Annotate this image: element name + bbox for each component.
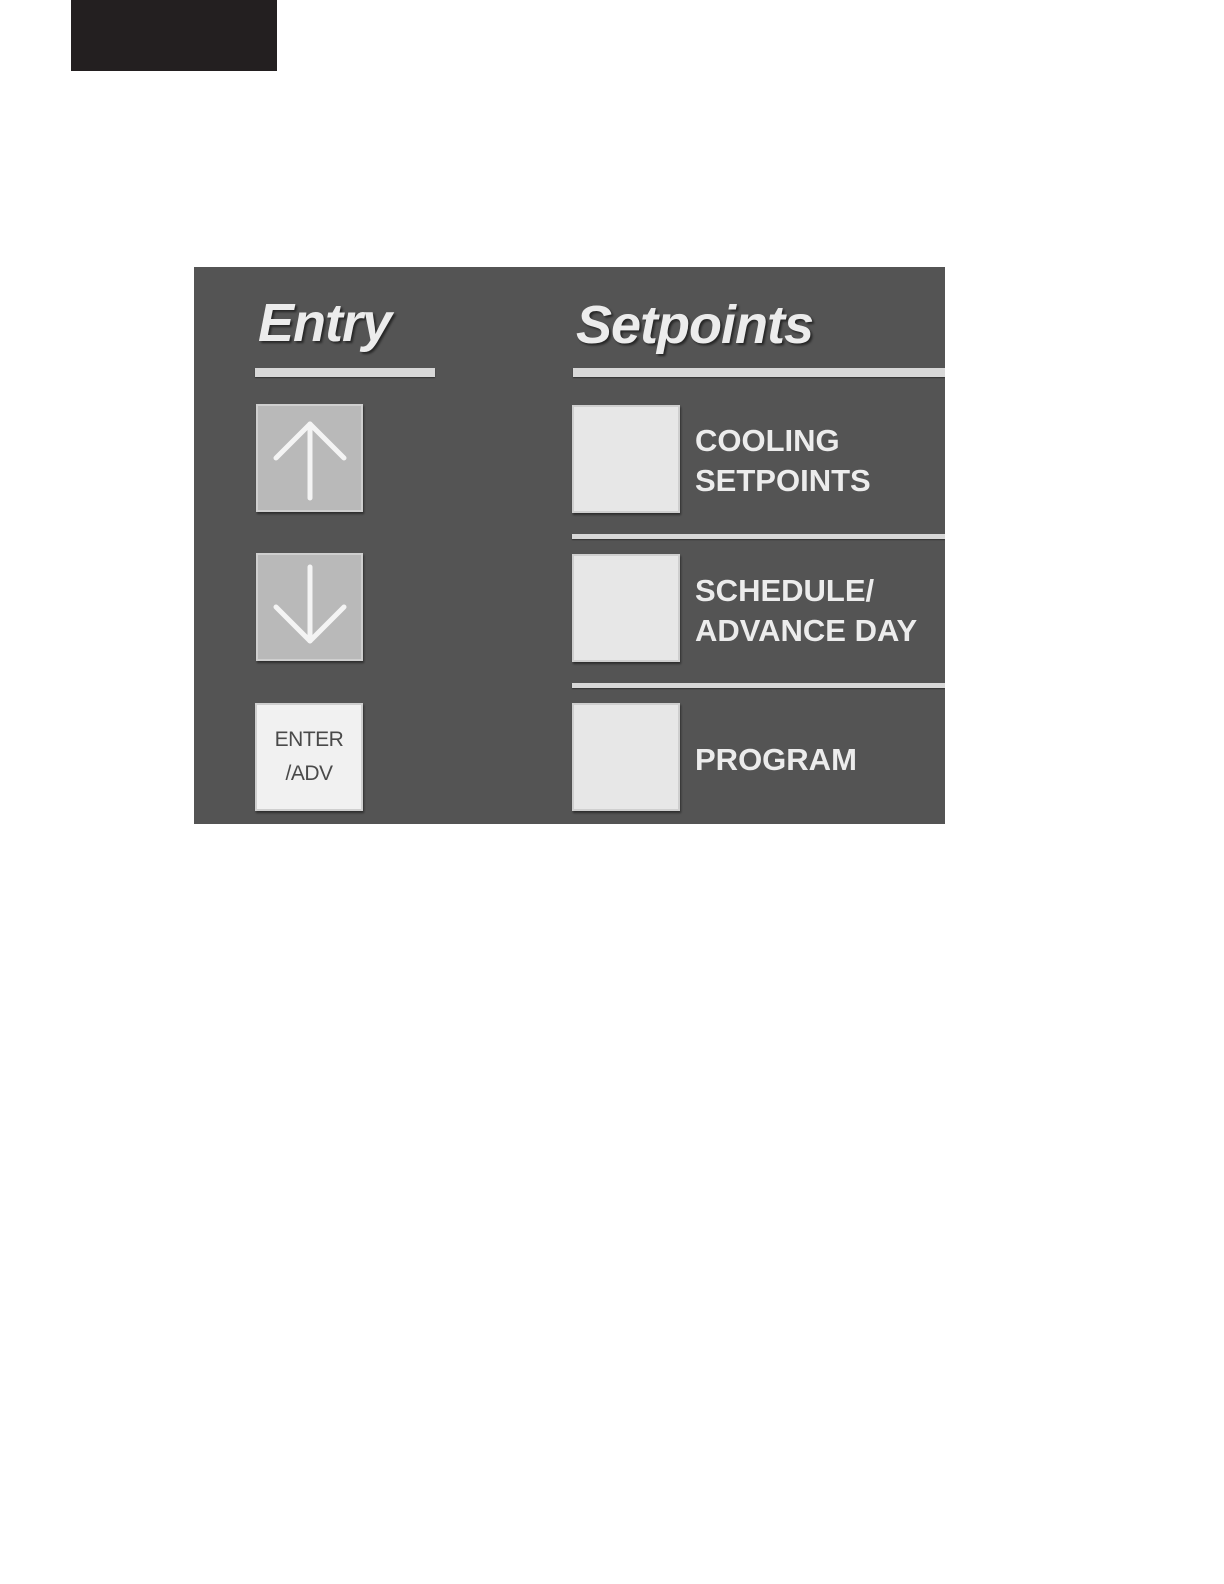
cooling-setpoints-button[interactable] [572,405,680,513]
down-arrow-button[interactable] [256,553,363,661]
schedule-label-line1: SCHEDULE/ [695,573,875,608]
adv-label: /ADV [285,762,333,785]
program-label-line1: PROGRAM [695,742,857,777]
cooling-label-line1: COOLING [695,423,840,458]
setpoints-divider [572,534,945,539]
schedule-label-line2: ADVANCE DAY [695,613,918,648]
cooling-label-line2: SETPOINTS [695,463,871,498]
setpoints-underline [573,368,945,377]
schedule-advance-day-label [695,571,917,651]
setpoints-heading: Setpoints [576,295,814,355]
entry-heading: Entry [258,293,392,353]
up-arrow-button[interactable] [256,404,363,512]
enter-adv-button[interactable] [255,703,363,811]
enter-label: ENTER [274,728,344,751]
corner-tab [71,0,277,71]
program-label [695,740,857,780]
entry-underline [255,368,435,377]
cooling-setpoints-label [695,421,871,501]
up-arrow-icon [258,406,361,510]
program-button[interactable] [572,703,680,811]
down-arrow-icon [258,555,361,659]
schedule-advance-day-button[interactable] [572,554,680,662]
keypad-panel [194,267,945,824]
setpoints-divider [572,683,945,688]
